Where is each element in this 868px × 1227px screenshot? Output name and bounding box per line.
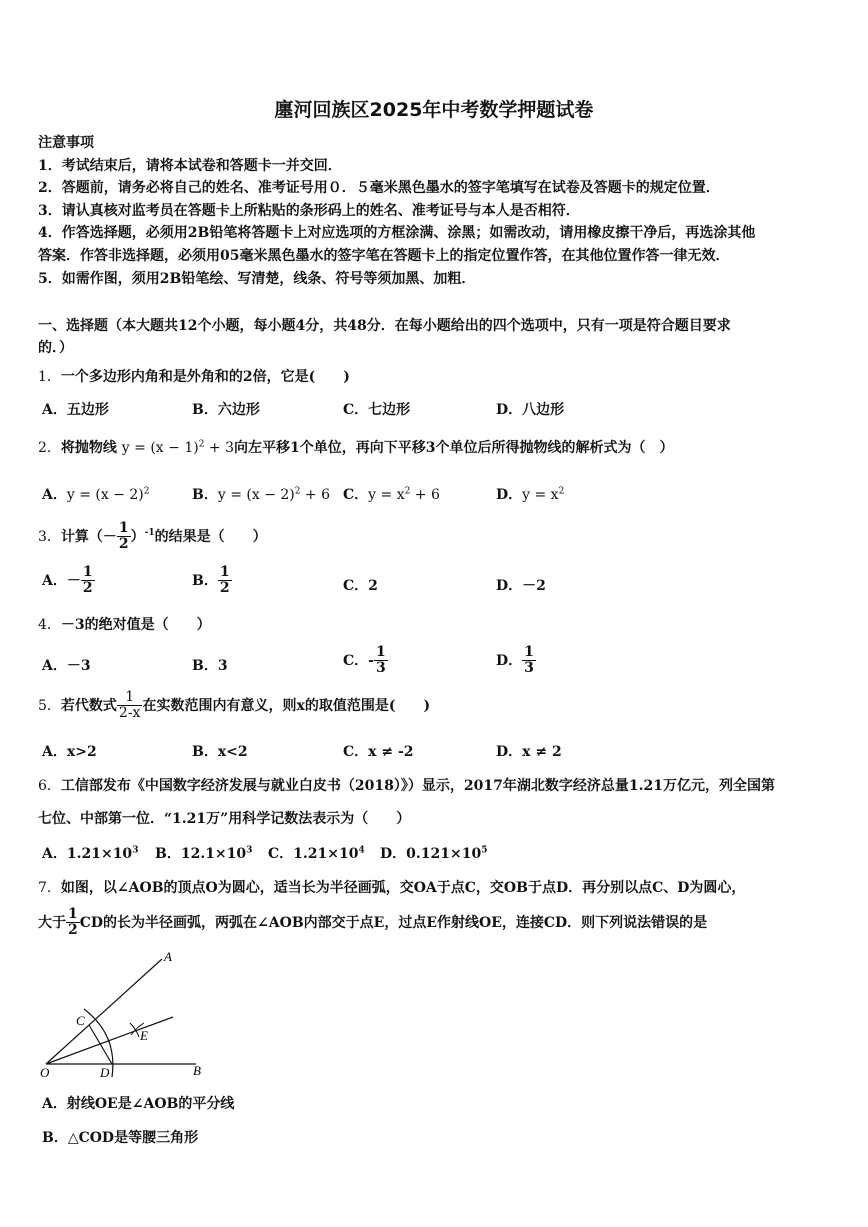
q4-option-d [496,645,536,677]
q1-option-a: A．五边形 [42,402,109,418]
question-5 [38,690,430,722]
page-title: 廛河回族区2025年中考数学押题试卷 [274,99,594,121]
question-number: 5． [38,697,61,714]
q7-option-b: B．△COD是等腰三角形 [42,1130,199,1146]
q3-option-c: C．2 [343,578,378,594]
question-number: 7． [38,880,61,896]
exponent: 2 [558,486,565,497]
option-text: A．1.21×10 [42,846,133,862]
question-number: 2． [38,440,61,456]
note-item: 答案．作答非选择题，必须用05毫米黑色墨水的签字笔在答题卡上的指定位置作答，在其他位置作答一律无效． [38,248,730,264]
q2-option-c [343,484,440,504]
expr-tail: + 6 [410,487,440,503]
question-text: 的结果是（ ） [154,528,267,545]
option-text: C．1.21×10 [268,846,359,862]
q1-option-b: B．六边形 [192,402,260,418]
denominator: 2 [68,922,78,939]
question-1 [38,366,350,386]
exponent: 4 [358,845,365,856]
expr: y = (x − 1) [121,440,199,456]
label-o: O [40,1065,50,1080]
question-text: 向左平移1个单位，再向下平移3个单位后所得抛物线的解析式为（ ） [233,440,674,456]
exponent: 3 [132,845,139,856]
math-expression [122,440,234,456]
numerator: 1 [82,564,93,580]
denominator: 2 [219,580,230,597]
fraction [117,690,143,722]
question-text: 在实数范围内有意义，则x的取值范围是( ) [142,697,431,714]
denominator: 2 [82,580,93,597]
question-text: CD的长为半径画弧，两弧在∠AOB内部交于点E，过点E作射线OE，连接CD．则下列说法错误的是 [79,914,708,931]
question-7-line1 [38,877,745,897]
expr: y = x [368,487,405,503]
question-6-line1 [38,775,775,795]
q5-option-b: B．x<2 [192,744,248,760]
q5-option-c: C．x ≠ -2 [343,744,414,760]
option-text: D．0.121×10 [380,846,482,862]
numerator: 1 [219,564,230,580]
exponent: 2 [294,486,301,497]
fraction [522,645,536,677]
q6-option-c [268,843,365,863]
q4-option-a: A．－3 [42,658,91,674]
q5-option-a: A．x>2 [42,744,97,760]
option-label: C． [343,487,369,503]
q6-option-b [155,843,252,863]
expr: y = x [522,487,559,503]
note-item: 5．如需作图，须用2B铅笔绘、写清楚，线条、符号等须加黑、加粗． [38,271,476,287]
label-e: E [140,1028,148,1043]
exponent: -1 [144,528,155,539]
q5-option-d: D．x ≠ 2 [496,744,562,760]
label-b: B [193,1063,201,1078]
label-c: C [76,1013,85,1028]
q1-option-d: D．八边形 [496,402,565,418]
q2-option-d [496,484,564,504]
question-number: 1． [38,369,61,385]
fraction [374,645,388,677]
option-label: B． [192,487,218,503]
q6-option-d [380,843,487,863]
q6-option-a [42,843,138,863]
fraction [117,521,131,553]
exponent: 2 [198,439,205,450]
math-expression [218,487,330,503]
numerator: 1 [118,520,129,536]
q2-option-b [192,484,330,504]
exponent: 2 [404,486,411,497]
numerator: 1 [117,690,143,706]
question-text: 一个多边形内角和是外角和的2倍，它是( ) [60,369,350,385]
exponent: 3 [246,845,253,856]
ray-oe [46,1017,173,1064]
question-number: 4． [38,617,61,633]
denominator: 2-x [118,705,141,722]
exponent: 5 [481,845,488,856]
math-expression [522,487,564,503]
math-expression [67,487,150,503]
question-text: 计算（－ [60,528,117,545]
fraction [218,565,232,597]
numerator: 1 [375,644,386,660]
label-a: A [164,949,172,964]
fraction [81,565,95,597]
q1-option-c: C．七边形 [343,402,411,418]
expr: y = (x − 2) [217,487,295,503]
numerator: 1 [524,644,534,660]
section-heading-line2: 的．） [38,340,73,356]
option-label: D． [496,652,523,669]
denominator: 3 [524,660,534,677]
exponent: 2 [143,486,150,497]
section-heading-line1: 一、选择题（本大题共12个小题，每小题4分，共48分．在每小题给出的四个选项中，只有一项是符合题目要求 [38,318,731,334]
q3-option-b [192,565,232,597]
geometry-diagram [38,947,213,1082]
question-text: 如图，以∠AOB的顶点O为圆心，适当长为半径画弧，交OA于点C，交OB于点D．再分别以点C、D为圆心， [60,880,746,896]
denominator: 2 [118,536,129,553]
q2-option-a [42,484,150,504]
option-label: D． [496,487,523,503]
question-text: ） [130,528,145,545]
math-expression [368,487,440,503]
question-text: 工信部发布《中国数字经济发展与就业白皮书（2018）》）显示，2017年湖北数字经济总量1.21万亿元，列全国第 [60,778,775,794]
note-item: 3．请认真核对监考员在答题卡上所粘贴的条形码上的姓名、准考证号与本人是否相符． [38,203,580,219]
option-label: B． [192,572,218,589]
question-text: 将抛物线 [60,440,117,456]
question-text: 大于 [38,914,66,931]
q3-option-a [42,565,95,597]
question-3 [38,521,267,553]
option-label: A．－ [42,572,81,589]
expr-tail: + 6 [300,487,331,503]
label-d: D [100,1065,110,1080]
q4-option-c [343,645,388,677]
expr: y = (x − 2) [66,487,144,503]
question-6-line2: 七位、中部第一位．“1.21万”用科学记数法表示为（ ） [38,811,411,827]
denominator: 3 [375,660,386,677]
question-4 [38,614,211,634]
angle-bisector-figure [38,947,213,1082]
question-text: －3的绝对值是（ ） [60,617,211,633]
ray-oa [46,959,162,1064]
q3-option-d: D．－2 [496,578,546,594]
question-number: 3． [38,528,61,545]
option-label: A． [42,487,67,503]
question-number: 6． [38,778,61,794]
note-item: 4．作答选择题，必须用2B铅笔将答题卡上对应选项的方框涂满、涂黑；如需改动，请用橡皮擦干净后，再选涂其他 [38,225,756,241]
question-text: 若代数式 [60,697,117,714]
note-item: 2．答题前，请务必将自己的姓名、准考证号用０．５毫米黑色墨水的签字笔填写在试卷及答题卡的规定位置． [38,180,720,196]
segment-cd [89,1025,112,1064]
option-label: C．- [343,652,374,669]
q4-option-b: B．3 [192,658,228,674]
note-item: 1．考试结束后，请将本试卷和答题卡一并交回． [38,158,342,174]
fraction [66,907,80,939]
expr-tail: + 3 [204,440,234,456]
question-7-line2 [38,907,707,939]
q7-option-a: A．射线OE是∠AOB的平分线 [42,1096,235,1112]
notes-heading: 注意事项 [38,135,94,151]
numerator: 1 [68,906,78,922]
option-text: B．12.1×10 [155,846,247,862]
question-2 [38,437,673,457]
